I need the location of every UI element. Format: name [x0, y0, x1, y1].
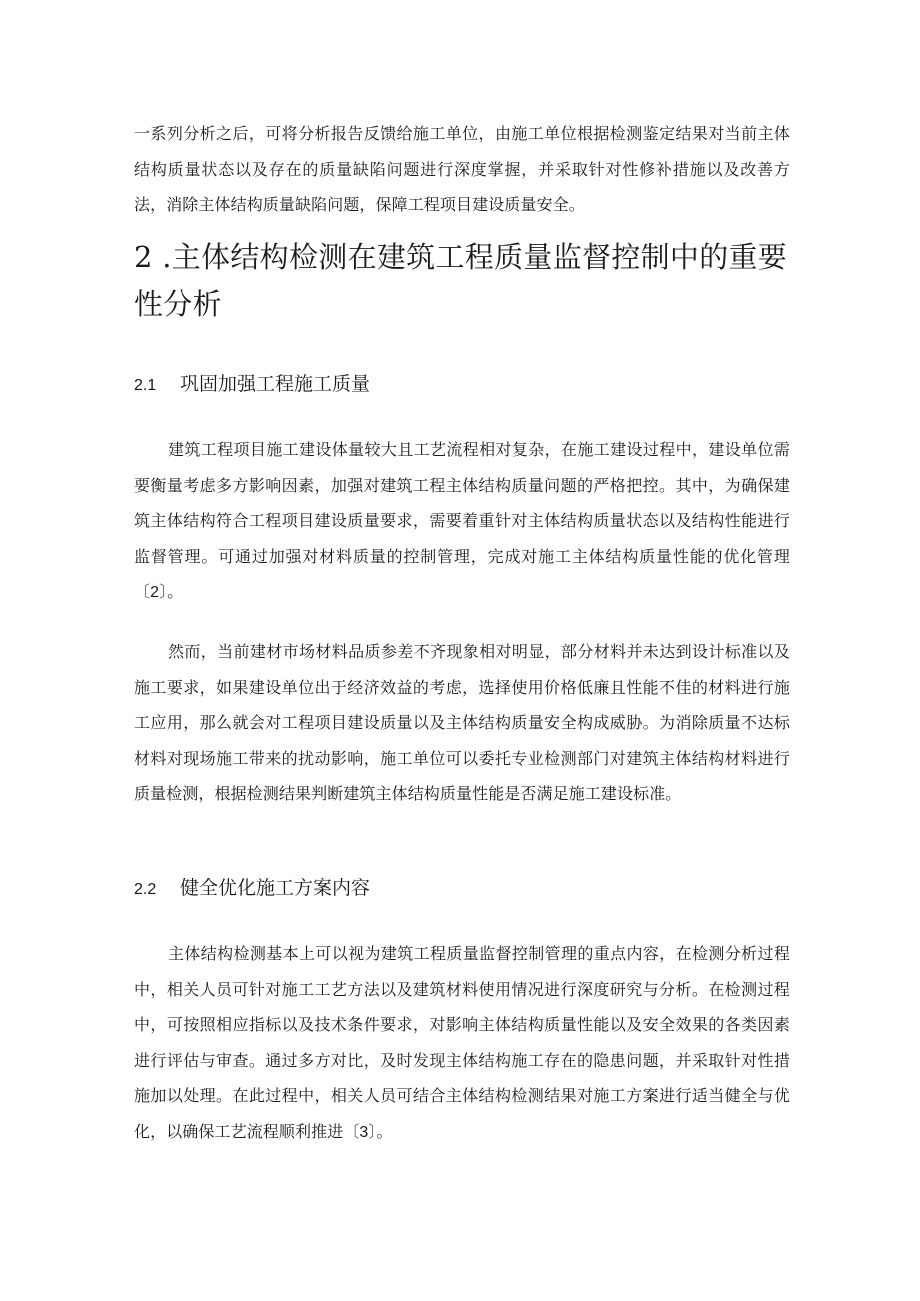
- subsection-heading-2-2: [134, 876, 790, 902]
- paragraph-text: 主体结构检测基本上可以视为建筑工程质量监督控制管理的重点内容，在检测分析过程中，相关人员可针对施工工艺方法以及建筑材料使用情况进行深度研究与分析。在检测过程中，可按照相应指标以及技术条件要求，对影响主体结构质量性能以及安全效果的各类因素进行评估与审查。通过多方对比，及时发现主体结构施工存在的隐患问题，并采取针对性措施加以处理。在此过程中，相关人员可结合主体结构检测结果对施工方案进行适当健全与优化，以确保工艺流程顺利推进: [134, 944, 790, 1141]
- subsection-heading-2-1: [134, 372, 790, 398]
- paragraph-2-2: [134, 936, 790, 1150]
- section-heading: 2 .主体结构检测在建筑工程质量监督控制中的重要性分析: [134, 240, 788, 321]
- citation-3: 〔3〕。: [343, 1123, 393, 1141]
- paragraph-2-1-a: [134, 432, 790, 611]
- subsection-title: 健全优化施工方案内容: [180, 877, 371, 899]
- subsection-number: 2.1: [134, 377, 157, 394]
- paragraph-text: 建筑工程项目施工建设体量较大且工艺流程相对复杂，在施工建设过程中，建设单位需要衡量考虑多方影响因素，加强对建筑工程主体结构质量问题的严格把控。其中，为确保建筑主体结构符合工程项目建设质量要求，需要着重针对主体结构质量状态以及结构性能进行监督管理。可通过加强对材料质量的控制管理，完成对施工主体结构质量性能的优化管理: [134, 440, 790, 566]
- subsection-title: 巩固加强工程施工质量: [180, 373, 371, 395]
- paragraph-2-1-b: 然而，当前建材市场材料品质参差不齐现象相对明显，部分材料并未达到设计标准以及施工要求，如果建设单位出于经济效益的考虑，选择使用价格低廉且性能不佳的材料进行施工应用，那么就会对工程项目建设质量以及主体结构质量安全构成威胁。为消除质量不达标材料对现场施工带来的扰动影响，施工单位可以委托专业检测部门对建筑主体结构材料进行质量检测，根据检测结果判断建筑主体结构质量性能是否满足施工建设标准。: [134, 642, 790, 803]
- paragraph-intro: 一系列分析之后，可将分析报告反馈给施工单位，由施工单位根据检测鉴定结果对当前主体结构质量状态以及存在的质量缺陷问题进行深度掌握，并采取针对性修补措施以及改善方法，消除主体结构质量缺陷问题，保障工程项目建设质量安全。: [134, 124, 790, 214]
- citation-2: 〔2〕。: [134, 584, 184, 601]
- subsection-number: 2.2: [134, 881, 157, 898]
